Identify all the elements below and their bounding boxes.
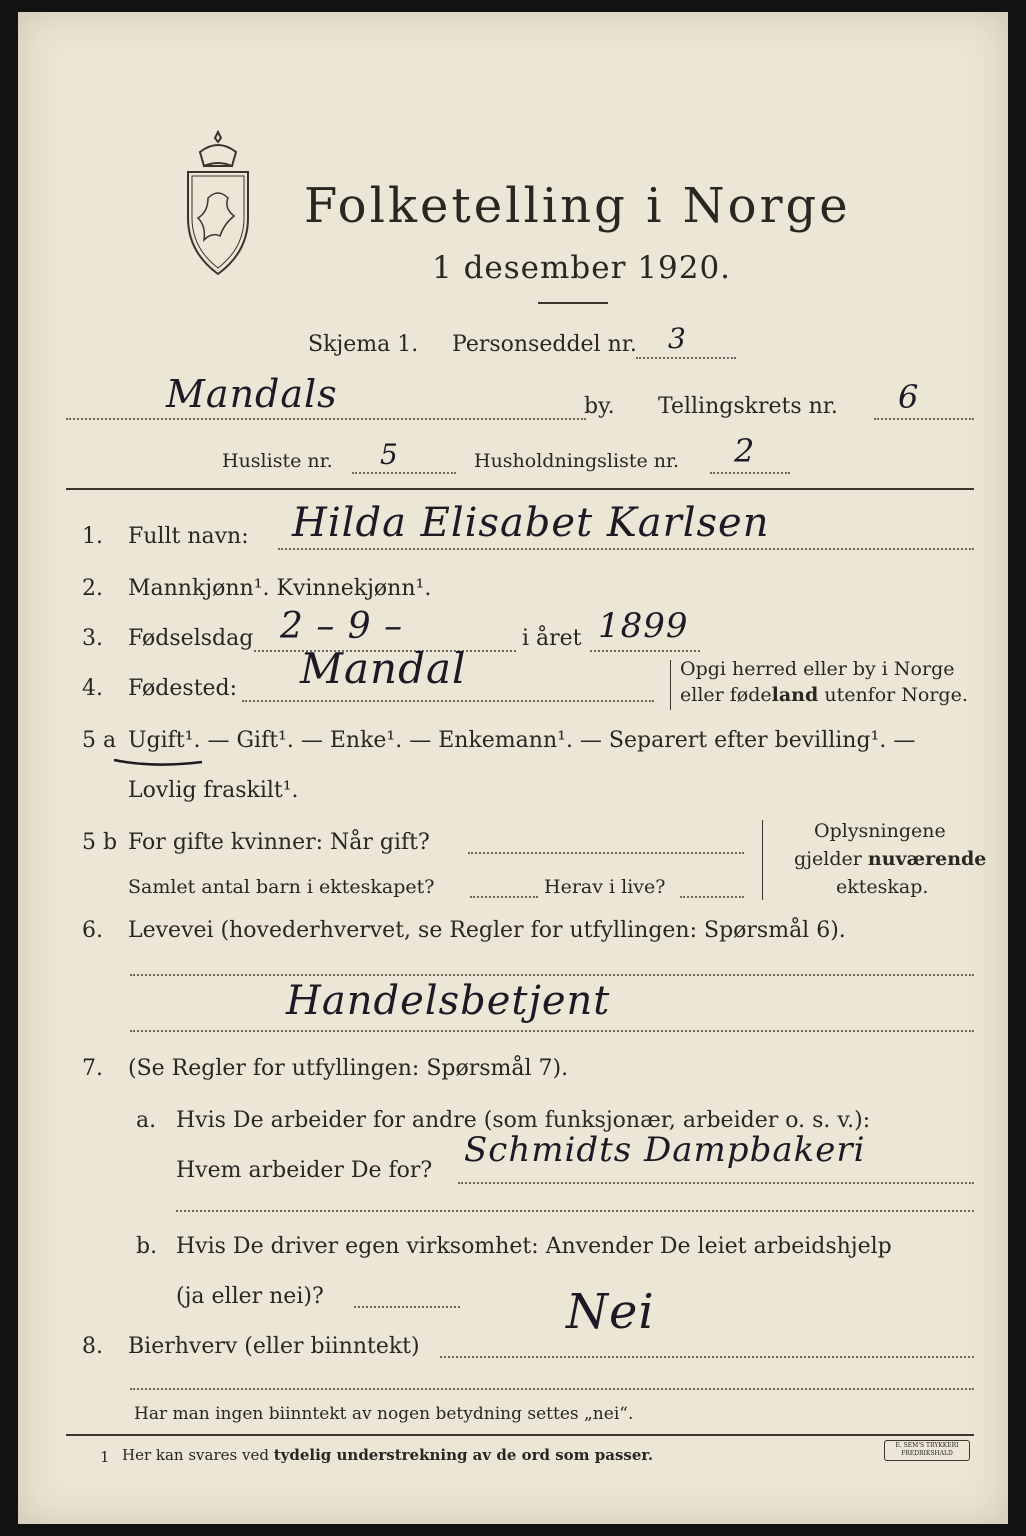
side-income-value: Nei — [566, 1284, 655, 1340]
q4-number: 4. — [82, 676, 103, 701]
q6-number: 6. — [82, 918, 103, 943]
marital-status-options: Ugift¹. — Gift¹. — Enke¹. — Enkemann¹. — Separert efter bevilling¹. — — [128, 728, 916, 753]
q3-number: 3. — [82, 626, 103, 651]
q7a-line1: Hvis De arbeider for andre (som funksjonær, arbeider o. s. v.): — [176, 1108, 871, 1133]
q7a-line2: Hvem arbeider De for? — [176, 1158, 433, 1183]
q3-year-label: i året — [522, 626, 582, 651]
q5a-line2: Lovlig fraskilt¹. — [128, 778, 299, 803]
q7b-line1: Hvis De driver egen virksomhet: Anvender De leiet arbeidshjelp — [176, 1234, 892, 1259]
birth-year-value: 1899 — [598, 606, 689, 646]
q4-note-line2: eller fødeland utenfor Norge. — [680, 684, 968, 706]
q5b-label-3: Herav i live? — [544, 876, 666, 898]
q5b-number: 5 b — [82, 830, 118, 855]
q7b-letter: b. — [136, 1234, 158, 1259]
q6-label: Levevei (hovederhvervet, se Regler for utfyllingen: Spørsmål 6). — [128, 918, 846, 943]
q7-number: 7. — [82, 1056, 103, 1081]
census-form-sheet — [18, 12, 1008, 1524]
q2-label: Mannkjønn¹. Kvinnekjønn¹. — [128, 576, 432, 601]
q5b-label-2: Samlet antal barn i ekteskapet? — [128, 876, 435, 898]
coat-of-arms-icon — [178, 128, 258, 288]
footnote-text: Her kan svares ved tydelig understrekning av de ord som passer. — [122, 1446, 654, 1464]
q7a-letter: a. — [136, 1108, 157, 1133]
personseddel-label: Personseddel nr. — [452, 332, 637, 357]
city-value: Mandals — [166, 372, 338, 416]
q8-number: 8. — [82, 1334, 103, 1359]
form-date: 1 desember 1920. — [432, 250, 732, 286]
q1-label: Fullt navn: — [128, 524, 249, 549]
ugift-option: Ugift¹. — [128, 728, 201, 753]
full-name-value: Hilda Elisabet Karlsen — [292, 500, 770, 546]
q4-label: Fødested: — [128, 676, 238, 701]
tellingskrets-label: Tellingskrets nr. — [658, 394, 838, 419]
footnote-mark: 1 — [100, 1448, 110, 1466]
q7b-line2: (ja eller nei)? — [176, 1284, 324, 1309]
occupation-value: Handelsbetjent — [286, 978, 611, 1024]
husliste-value: 5 — [380, 438, 399, 471]
husliste-label: Husliste nr. — [222, 450, 333, 472]
birthplace-value: Mandal — [300, 644, 467, 693]
husholdning-label: Husholdningsliste nr. — [474, 450, 680, 472]
q3-label: Fødselsdag — [128, 626, 254, 651]
q5b-note-1: Oplysningene — [814, 820, 946, 842]
q2-number: 2. — [82, 576, 103, 601]
birthdate-value: 2 – 9 – — [280, 606, 404, 647]
q5b-label-1: For gifte kvinner: Når gift? — [128, 830, 430, 855]
personseddel-value: 3 — [668, 322, 687, 355]
q5a-number: 5 a — [82, 728, 117, 753]
q5b-note-2: gjelder nuværende — [794, 848, 987, 870]
footer-note: Har man ingen biinntekt av nogen betydning settes „nei“. — [134, 1404, 634, 1424]
printer-stamp: E. SEM'S TRYKKERI FREDRIKSHALD — [884, 1440, 970, 1461]
q5b-note-3: ekteskap. — [836, 876, 929, 898]
husholdning-value: 2 — [734, 432, 756, 470]
employer-value: Schmidts Dampbakeri — [464, 1130, 866, 1170]
title-divider — [538, 302, 608, 304]
city-label: by. — [584, 394, 615, 419]
q8-label: Bierhverv (eller biinntekt) — [128, 1334, 420, 1359]
skjema-label: Skjema 1. — [308, 332, 419, 357]
tellingskrets-value: 6 — [898, 378, 920, 416]
footer-rule — [66, 1434, 974, 1436]
form-title: Folketelling i Norge — [304, 178, 851, 234]
header-rule — [66, 488, 974, 490]
q7-label: (Se Regler for utfyllingen: Spørsmål 7). — [128, 1056, 569, 1081]
q4-note-line1: Opgi herred eller by i Norge — [680, 658, 955, 680]
ugift-underline-mark — [112, 754, 204, 768]
q1-number: 1. — [82, 524, 103, 549]
